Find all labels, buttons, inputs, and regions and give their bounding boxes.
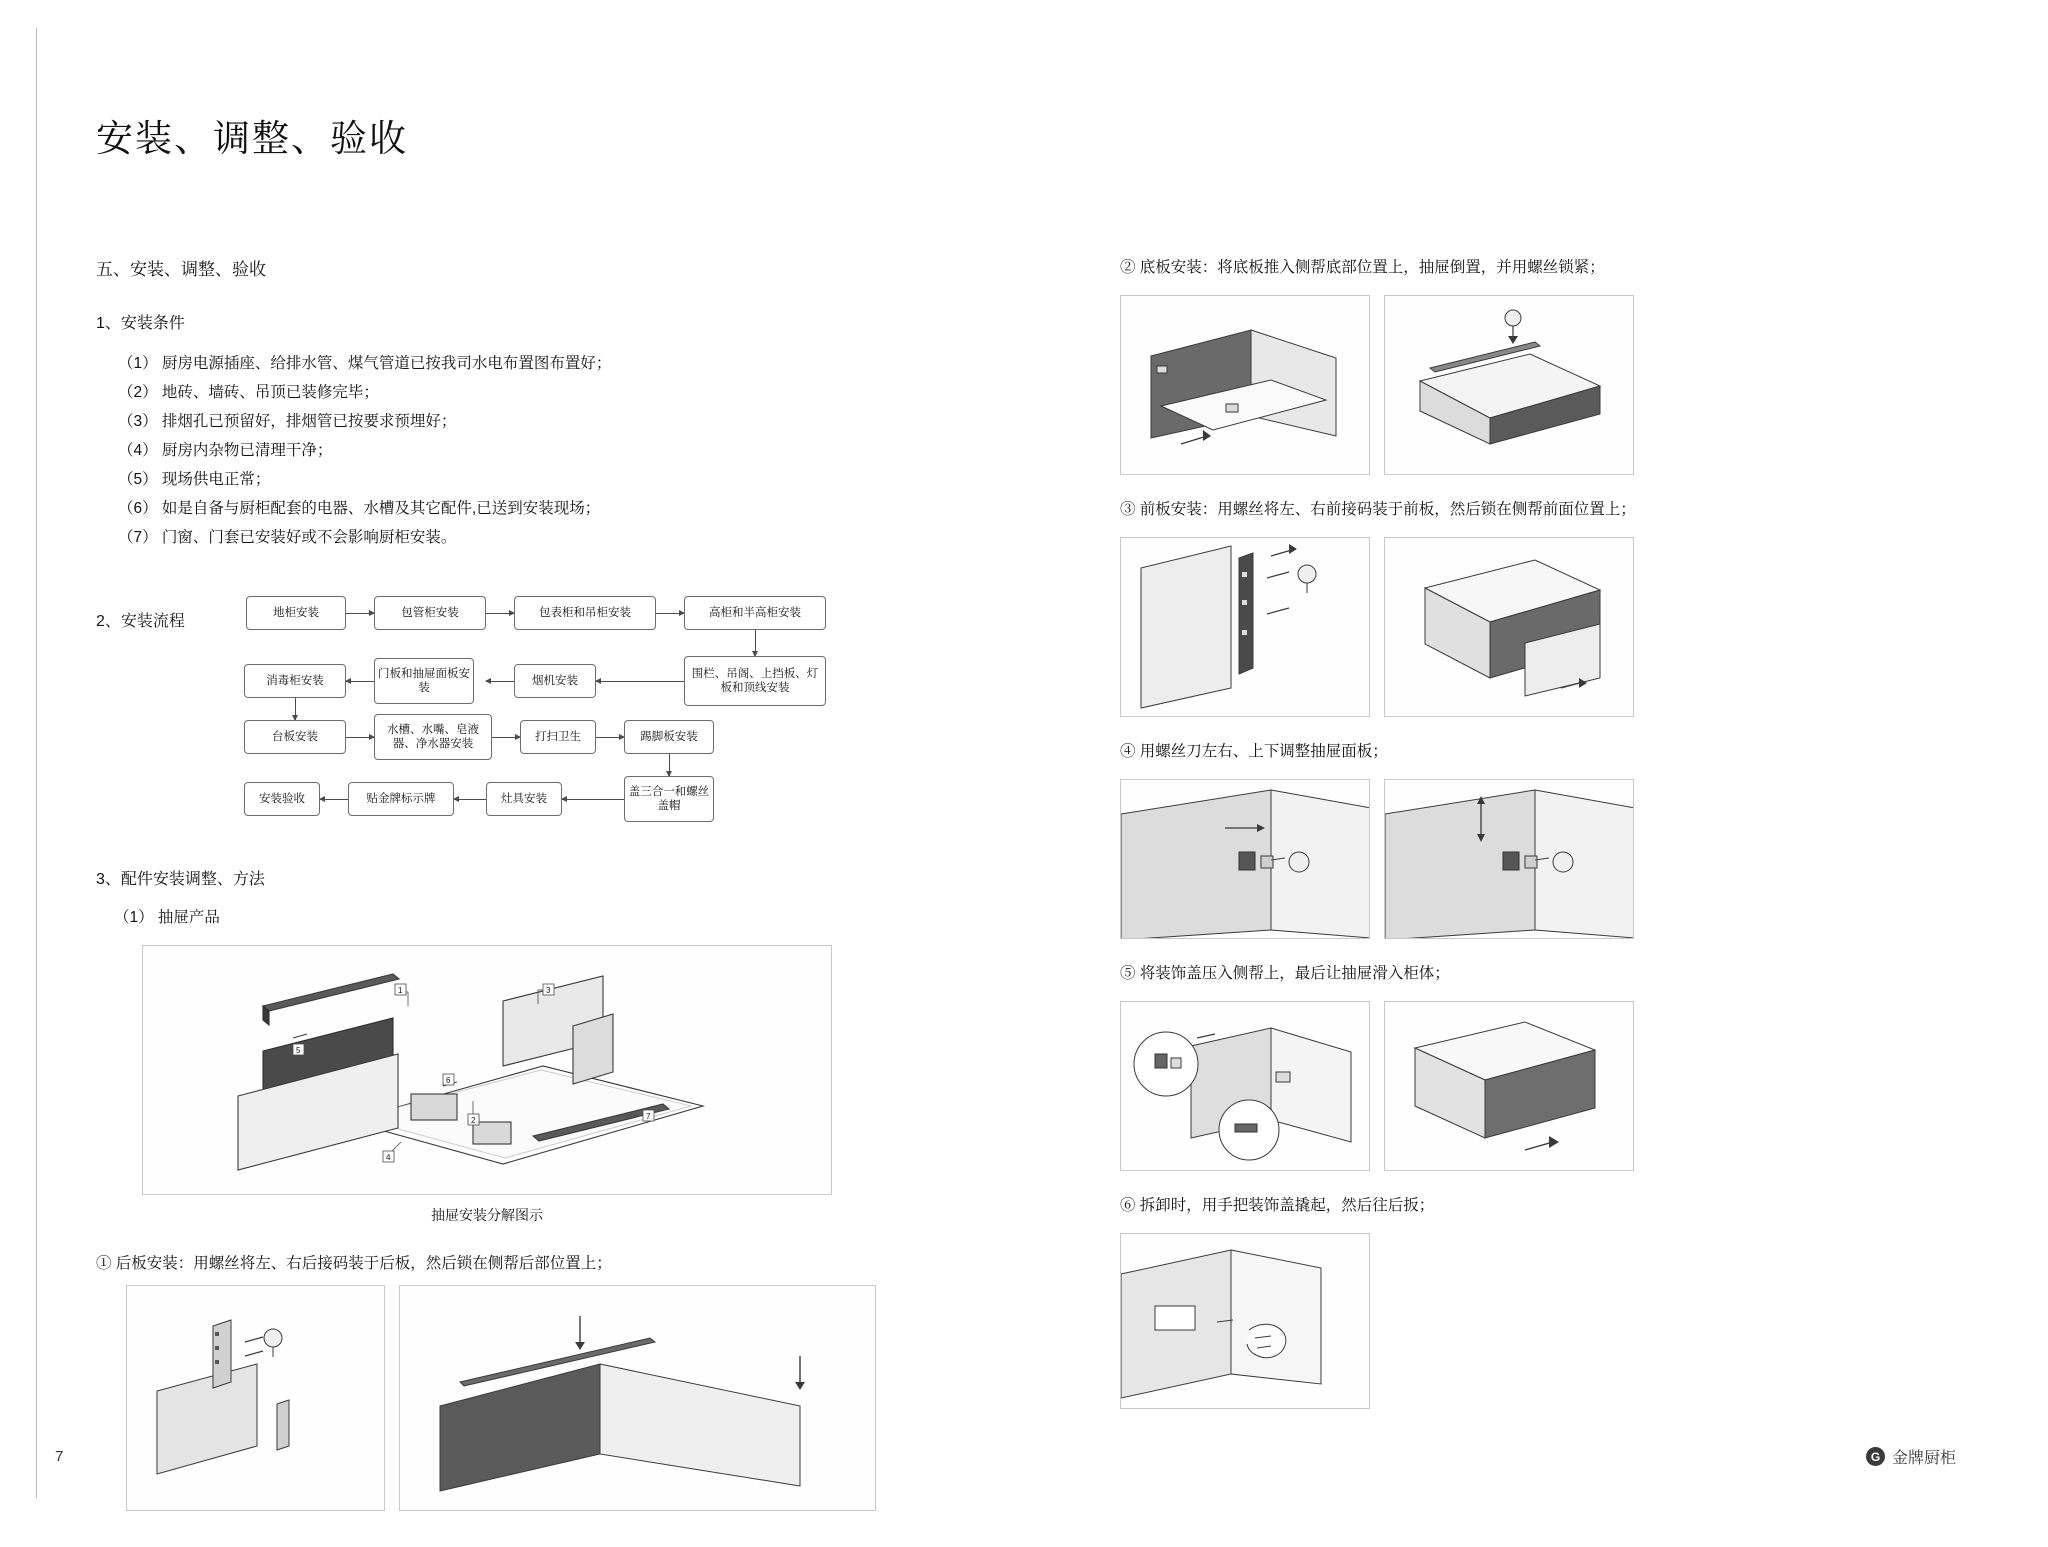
callout-number: 2 [471, 1116, 476, 1125]
accessory-subheading: （1） 抽屉产品 [114, 909, 220, 926]
flow-node: 安装验收 [244, 782, 320, 816]
flow-arrow [755, 630, 756, 656]
flow-arrow [346, 681, 374, 682]
flow-node: 包管柜安装 [374, 596, 486, 630]
condition-item: （3） 排烟孔已预留好，排烟管已按要求预埋好； [118, 413, 457, 430]
step-1-text: ① 后板安装：用螺丝将左、右后接码装于后板，然后锁在侧帮后部位置上； [96, 1255, 612, 1272]
step-2-text: ② 底板安装：将底板推入侧帮底部位置上，抽屉倒置，并用螺丝锁紧； [1120, 259, 1605, 276]
callout-number: 6 [446, 1076, 451, 1085]
exploded-drawer-drawing [143, 946, 832, 1195]
flow-node: 包表柜和吊柜安装 [514, 596, 656, 630]
flow-node: 地柜安装 [246, 596, 346, 630]
step-3-figure-b [1384, 537, 1634, 717]
callout-number: 3 [546, 986, 551, 995]
step-5-text: ⑤ 将装饰盖压入侧帮上，最后让抽屉滑入柜体； [1120, 965, 1450, 982]
flow-arrow [346, 613, 374, 614]
flow-arrow [596, 681, 684, 682]
conditions-heading: 1、安装条件 [96, 315, 185, 332]
flow-arrow [562, 799, 624, 800]
flow-node: 打扫卫生 [520, 720, 596, 754]
step-4-figure-a [1120, 779, 1370, 939]
condition-item: （5） 现场供电正常； [118, 471, 271, 488]
step-4-figure-b [1384, 779, 1634, 939]
step-1-figure-a [126, 1285, 385, 1511]
flow-arrow [656, 613, 684, 614]
accessory-heading: 3、配件安装调整、方法 [96, 871, 265, 888]
step-3-text: ③ 前板安装：用螺丝将左、右前接码装于前板，然后锁在侧帮前面位置上； [1120, 501, 1636, 518]
step-5-figure-a [1120, 1001, 1370, 1171]
brand-logo [1866, 1445, 1956, 1468]
exploded-drawer-figure [142, 945, 832, 1195]
callout-number: 4 [386, 1153, 391, 1162]
page-border-rule [36, 28, 37, 1498]
flow-node: 围栏、吊阁、上挡板、灯板和顶线安装 [684, 656, 826, 706]
flow-node: 烟机安装 [514, 664, 596, 698]
installation-flowchart [96, 586, 876, 812]
flow-arrow [669, 754, 670, 776]
flow-node: 台板安装 [244, 720, 346, 754]
page-title: 安装、调整、验收 [96, 118, 408, 159]
flow-node: 水槽、水嘴、皂液器、净水器安装 [374, 714, 492, 760]
flow-arrow [454, 799, 486, 800]
flow-arrow [346, 737, 374, 738]
flow-arrow [492, 737, 520, 738]
flow-node: 门板和抽屉面板安装 [374, 658, 474, 704]
callout-number: 1 [398, 986, 403, 995]
step-6-figure [1120, 1233, 1370, 1409]
flow-node: 灶具安装 [486, 782, 562, 816]
flow-arrow [320, 799, 348, 800]
flow-arrow [486, 681, 514, 682]
flowchart-label: 2、安装流程 [96, 613, 185, 630]
step-6-text: ⑥ 拆卸时，用手把装饰盖撬起，然后往后扳； [1120, 1197, 1435, 1214]
flow-node: 踢脚板安装 [624, 720, 714, 754]
left-column [96, 255, 876, 1511]
condition-item: （1） 厨房电源插座、给排水管、煤气管道已按我司水电布置图布置好； [118, 355, 612, 372]
callout-number: 5 [296, 1046, 301, 1055]
brand-mark-icon: G [1866, 1447, 1885, 1466]
flow-node: 盖三合一和螺丝盖帽 [624, 776, 714, 822]
step-4-text: ④ 用螺丝刀左右、上下调整抽屉面板； [1120, 743, 1388, 760]
step-5-figure-b [1384, 1001, 1634, 1171]
callout-number: 7 [646, 1112, 651, 1121]
condition-item: （6） 如是自备与厨柜配套的电器、水槽及其它配件,已送到安装现场； [118, 500, 601, 517]
condition-item: （7） 门窗、门套已安装好或不会影响厨柜安装。 [118, 529, 457, 546]
step-3-figure-a [1120, 537, 1370, 717]
step-2-figure-a [1120, 295, 1370, 475]
step-1-figure-b [399, 1285, 876, 1511]
exploded-figure-caption: 抽屉安装分解图示 [431, 1207, 543, 1223]
right-column [1120, 255, 1920, 1409]
flow-arrow [596, 737, 624, 738]
flow-arrow [295, 698, 296, 720]
flow-node: 消毒柜安装 [244, 664, 346, 698]
condition-item: （2） 地砖、墙砖、吊顶已装修完毕； [118, 384, 379, 401]
step-2-figure-b [1384, 295, 1634, 475]
condition-item: （4） 厨房内杂物已清理干净； [118, 442, 333, 459]
flow-arrow [486, 613, 514, 614]
flow-node: 高柜和半高柜安装 [684, 596, 826, 630]
section-heading: 五、安装、调整、验收 [96, 260, 266, 279]
page-number: 7 [55, 1448, 64, 1465]
brand-name: 金牌厨柜 [1891, 1450, 1956, 1467]
flow-node: 贴金牌标示牌 [348, 782, 454, 816]
